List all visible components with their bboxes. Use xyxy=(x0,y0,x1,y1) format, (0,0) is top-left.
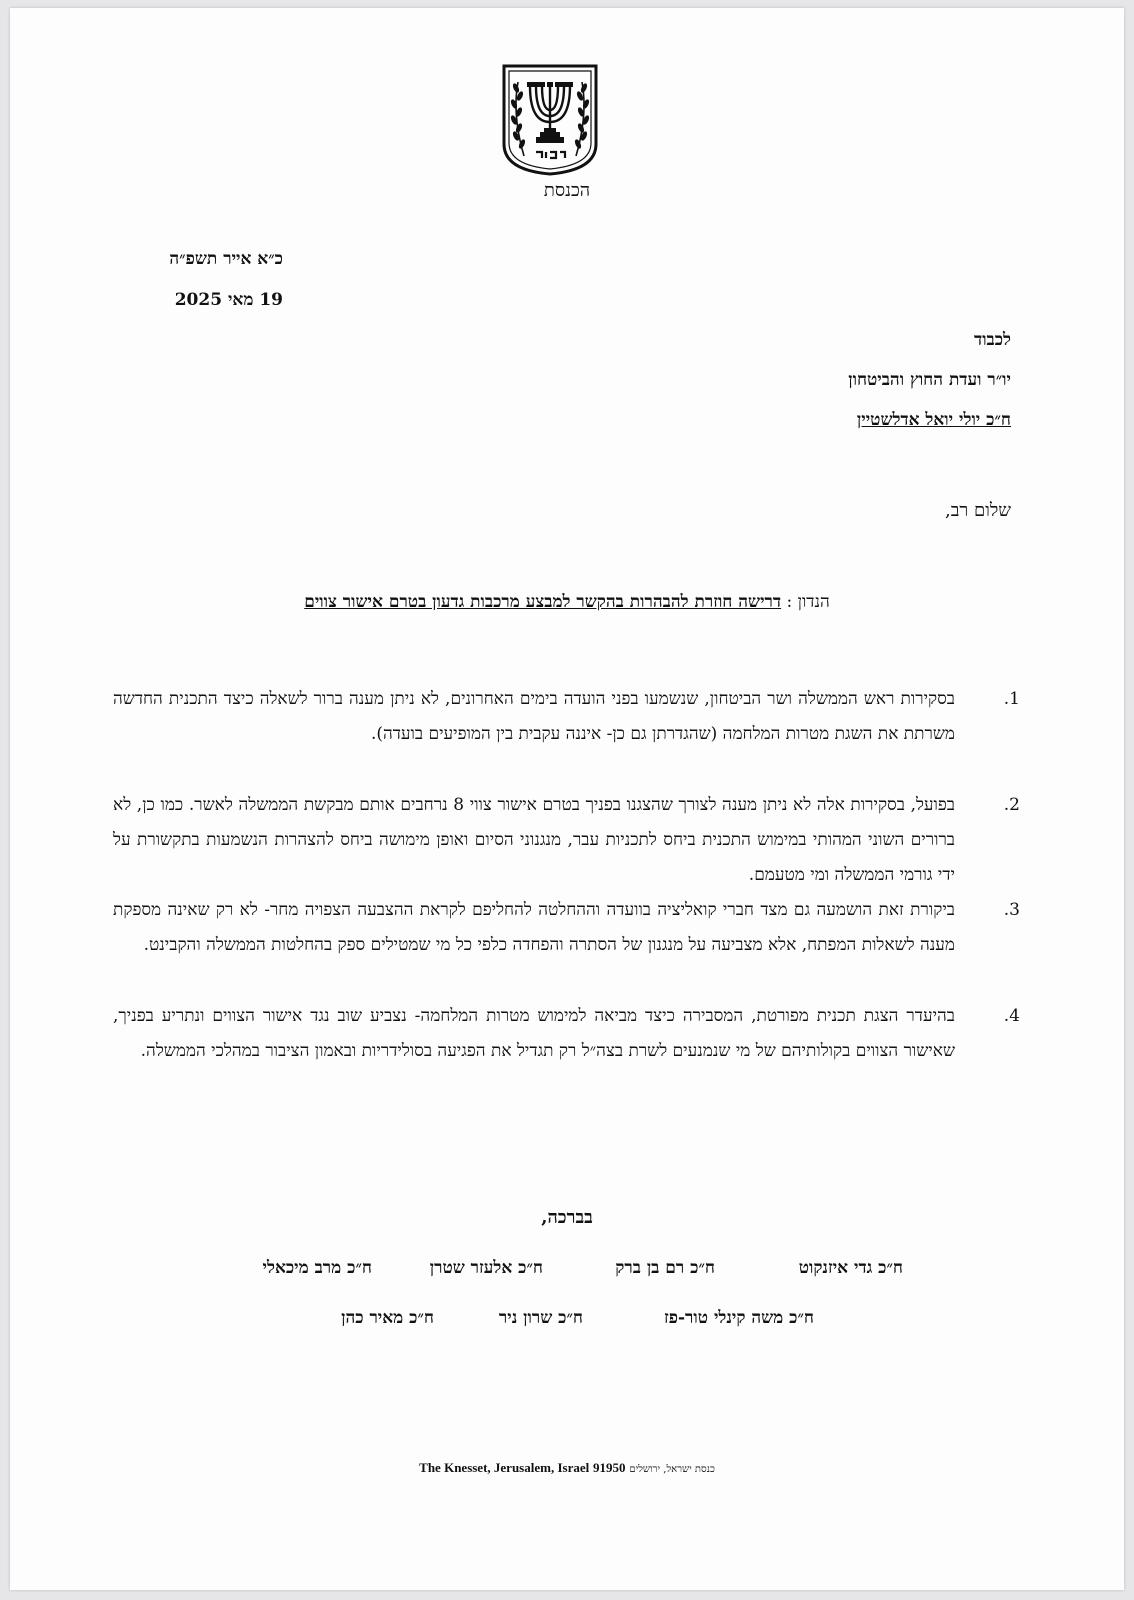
greeting: שלום רב, xyxy=(945,500,1011,521)
body-item xyxy=(113,999,1020,1069)
item-text: בסקירות ראש הממשלה ושר הביטחון, שנשמעו בפני הועדה בימים האחרונים, לא ניתן מענה ברור לשאלה כיצד התכנית החדשה משרתת את השגת מטרות המלחמה (שהגדרתן גם כן- איננה עקבית בין המופיעים בועדה). xyxy=(113,689,955,744)
item-number: 4. xyxy=(1003,1006,1020,1026)
footer-address xyxy=(10,1460,1124,1476)
date-gregorian: 19 מאי 2025 xyxy=(174,290,283,310)
item-number: 1. xyxy=(1003,689,1020,709)
subject-title: דרישה חוזרת להבהרות בהקשר למבצע מרכבות גדעון בטרם אישור צווים xyxy=(304,592,782,612)
item-text: ביקורת זאת הושמעה גם מצד חברי קואליציה בוועדה וההחלטה להחליפם לקראת ההצבעה הצפויה מחר- לא רק שאינה מספקת מענה לשאלות המפתח, אלא מצביעה על מנגנון של הסתרה והפחדה כלפי כל מי שמטילים ספק בהחלטות הממשלה והקבינט. xyxy=(113,900,955,955)
letterhead-org-name: הכנסת xyxy=(543,180,591,201)
item-text: בפועל, בסקירות אלה לא ניתן מענה לצורך שהצגנו בפניך בטרם אישור צווי 8 נרחבים אותם מבקשת הממשלה לאשר. כמו כן, לא ברורים השוני המהותי במימוש התכנית ביחס לתכניות עבר, מנגנוני הסיום ואופן מימושה ביחס להצהרות הנשמעות בתקשורת על ידי גורמי הממשלה ומי מטעמם. xyxy=(113,795,955,885)
closing: בברכה, xyxy=(541,1207,593,1228)
signatory: ח״כ רם בן ברק xyxy=(615,1258,715,1278)
footer-english: The Knesset, Jerusalem, Israel xyxy=(419,1460,590,1475)
subject-line xyxy=(10,592,1124,612)
footer-zip: 91950 xyxy=(593,1460,626,1475)
date-hebrew: כ״א אייר תשפ״ה xyxy=(169,249,283,269)
signatory: ח״כ אלעזר שטרן xyxy=(429,1258,543,1278)
body-item xyxy=(113,788,1020,893)
recipient-salutation: לכבוד xyxy=(974,330,1011,350)
state-emblem-logo xyxy=(498,60,602,180)
signatory: ח״כ שרון ניר xyxy=(498,1308,583,1328)
item-number: 3. xyxy=(1003,900,1020,920)
body-item xyxy=(113,682,1020,752)
body-item xyxy=(113,893,1020,963)
recipient-name xyxy=(857,410,1011,430)
recipient-name-text: ח״כ יולי יואל אדלשטיין xyxy=(856,410,1011,430)
letter-page xyxy=(10,8,1124,1590)
item-text: בהיעדר הצגת תכנית מפורטת, המסבירה כיצד מביאה למימוש מטרות המלחמה- נצביע שוב נגד אישור הצווים ונתריע בפניך, שאישור הצווים בקולותיהם של מי שנמנעים לשרת בצה״ל רק תגדיל את הפגיעה בסולידריות ובאמון הציבור במהלכי הממשלה. xyxy=(113,1006,955,1061)
signatory: ח״כ מרב מיכאלי xyxy=(262,1258,372,1278)
signatory: ח״כ גדי איזנקוט xyxy=(798,1258,903,1278)
signatory: ח״כ מאיר כהן xyxy=(341,1308,434,1328)
recipient-title: יו״ר ועדת החוץ והביטחון xyxy=(848,370,1011,390)
item-number: 2. xyxy=(1003,795,1020,815)
signatory: ח״כ משה קינלי טור-פז xyxy=(664,1308,814,1328)
footer-hebrew: כנסת ישראל, ירושלים xyxy=(629,1464,715,1475)
subject-label: הנדון : xyxy=(786,592,830,612)
